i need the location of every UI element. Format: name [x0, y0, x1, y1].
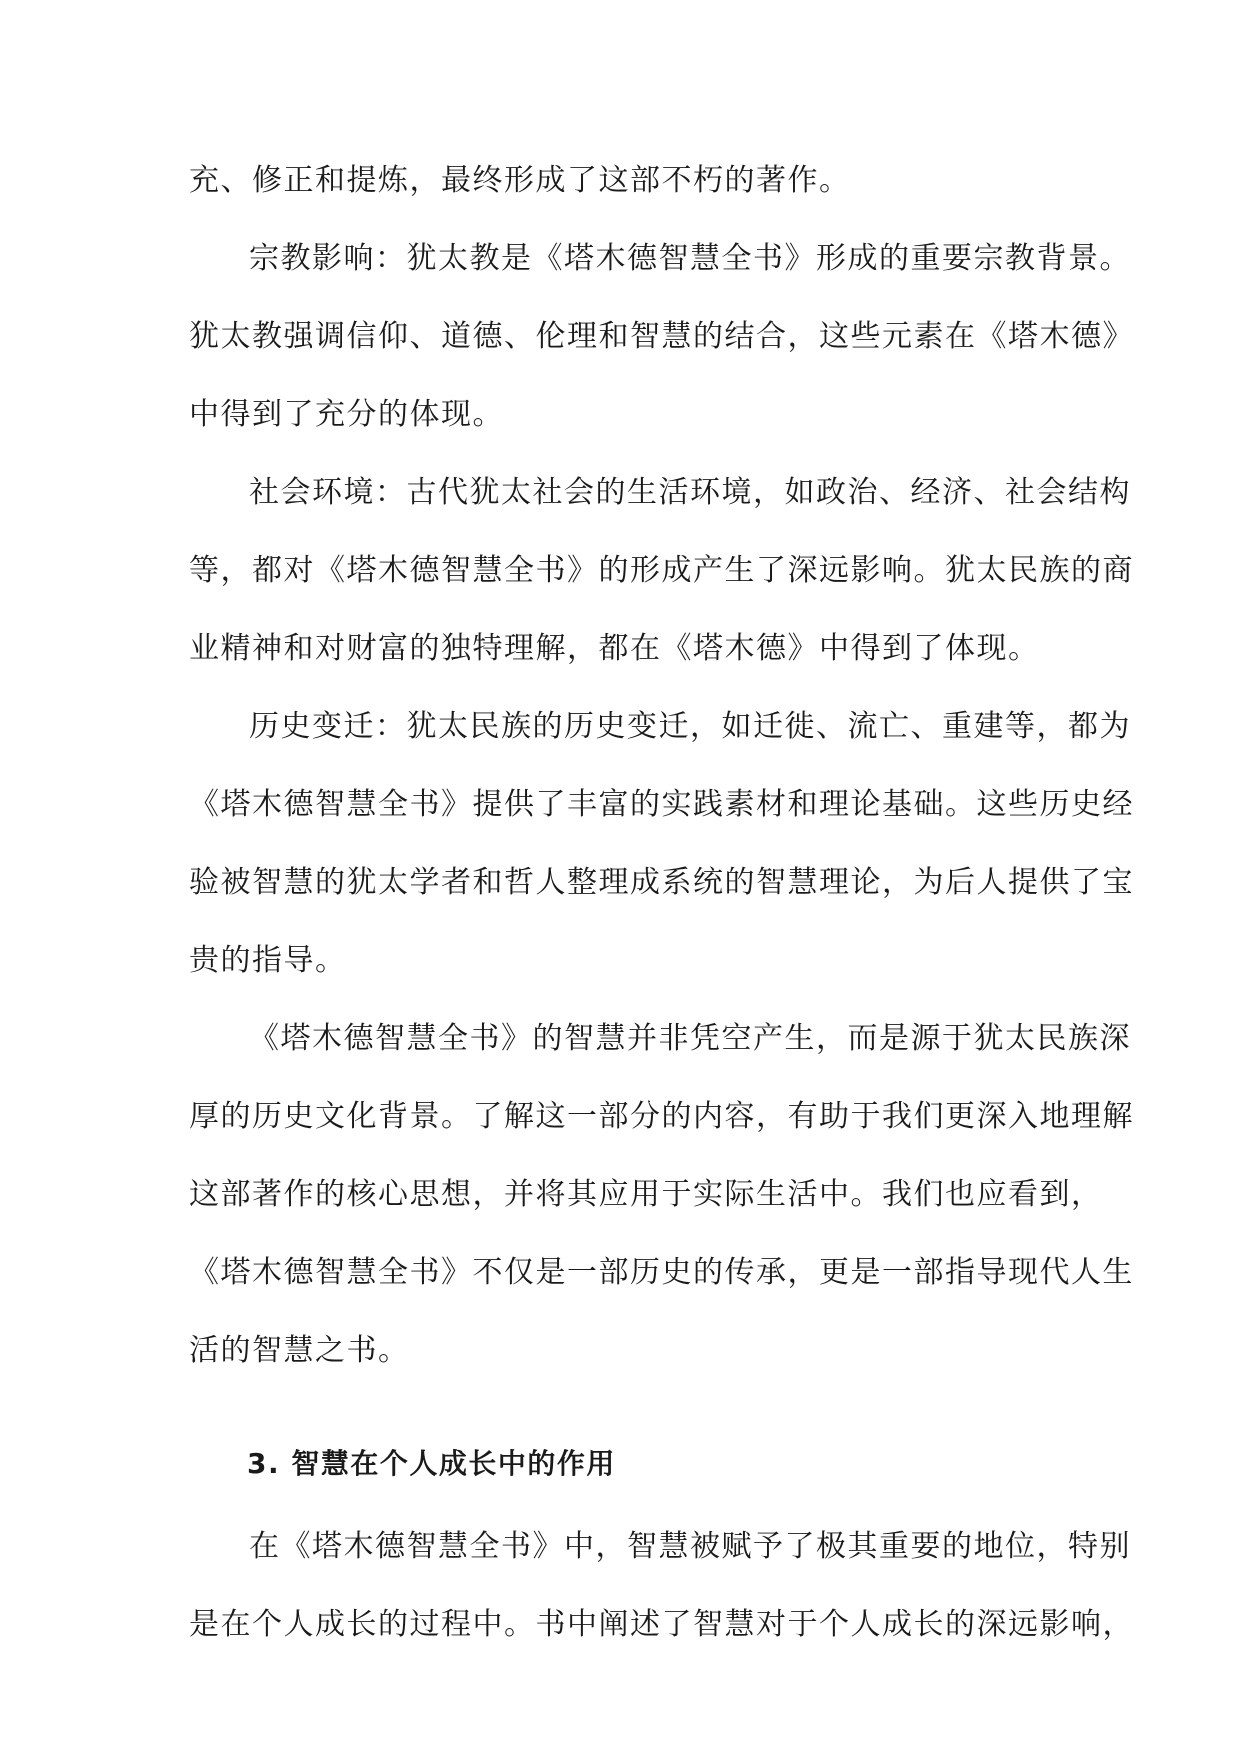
- text-line: 《塔木德智慧全书》提供了丰富的实践素材和理论基础。这些历史经: [189, 787, 1134, 822]
- text-line: 在《塔木德智慧全书》中，智慧被赋予了极其重要的地位，特别: [249, 1529, 1131, 1564]
- text-line: 充、修正和提炼，最终形成了这部不朽的著作。: [189, 163, 851, 198]
- text-line: 中得到了充分的体现。: [189, 397, 504, 432]
- text-line: 贵的指导。: [189, 943, 347, 978]
- text-line: 活的智慧之书。: [189, 1333, 410, 1368]
- section-heading: 3. 智慧在个人成长中的作用: [247, 1447, 616, 1480]
- text-line: 犹太教强调信仰、道德、伦理和智慧的结合，这些元素在《塔木德》: [189, 319, 1134, 354]
- text-line: 厚的历史文化背景。了解这一部分的内容，有助于我们更深入地理解: [189, 1099, 1134, 1134]
- text-line: 社会环境：古代犹太社会的生活环境，如政治、经济、社会结构: [249, 475, 1131, 510]
- text-line: 是在个人成长的过程中。书中阐述了智慧对于个人成长的深远影响，: [189, 1607, 1134, 1642]
- text-line: 历史变迁：犹太民族的历史变迁，如迁徙、流亡、重建等，都为: [249, 709, 1131, 744]
- text-line: 宗教影响：犹太教是《塔木德智慧全书》形成的重要宗教背景。: [249, 241, 1131, 276]
- text-line: 《塔木德智慧全书》的智慧并非凭空产生，而是源于犹太民族深: [249, 1021, 1131, 1056]
- text-line: 《塔木德智慧全书》不仅是一部历史的传承，更是一部指导现代人生: [189, 1255, 1134, 1290]
- paragraph-historical-changes: [189, 688, 1134, 1000]
- paragraph-summary: [189, 1000, 1134, 1390]
- paragraph-wisdom-role: [189, 1508, 1134, 1664]
- document-body: [189, 142, 1134, 1664]
- text-line: 这部著作的核心思想，并将其应用于实际生活中。我们也应看到，: [189, 1177, 1103, 1212]
- text-line: 等，都对《塔木德智慧全书》的形成产生了深远影响。犹太民族的商: [189, 553, 1134, 588]
- text-line: 验被智慧的犹太学者和哲人整理成系统的智慧理论，为后人提供了宝: [189, 865, 1134, 900]
- text-line: 业精神和对财富的独特理解，都在《塔木德》中得到了体现。: [189, 631, 1040, 666]
- paragraph-religious-influence: [189, 220, 1134, 454]
- paragraph-continuation: [189, 142, 1059, 220]
- paragraph-social-environment: [189, 454, 1134, 688]
